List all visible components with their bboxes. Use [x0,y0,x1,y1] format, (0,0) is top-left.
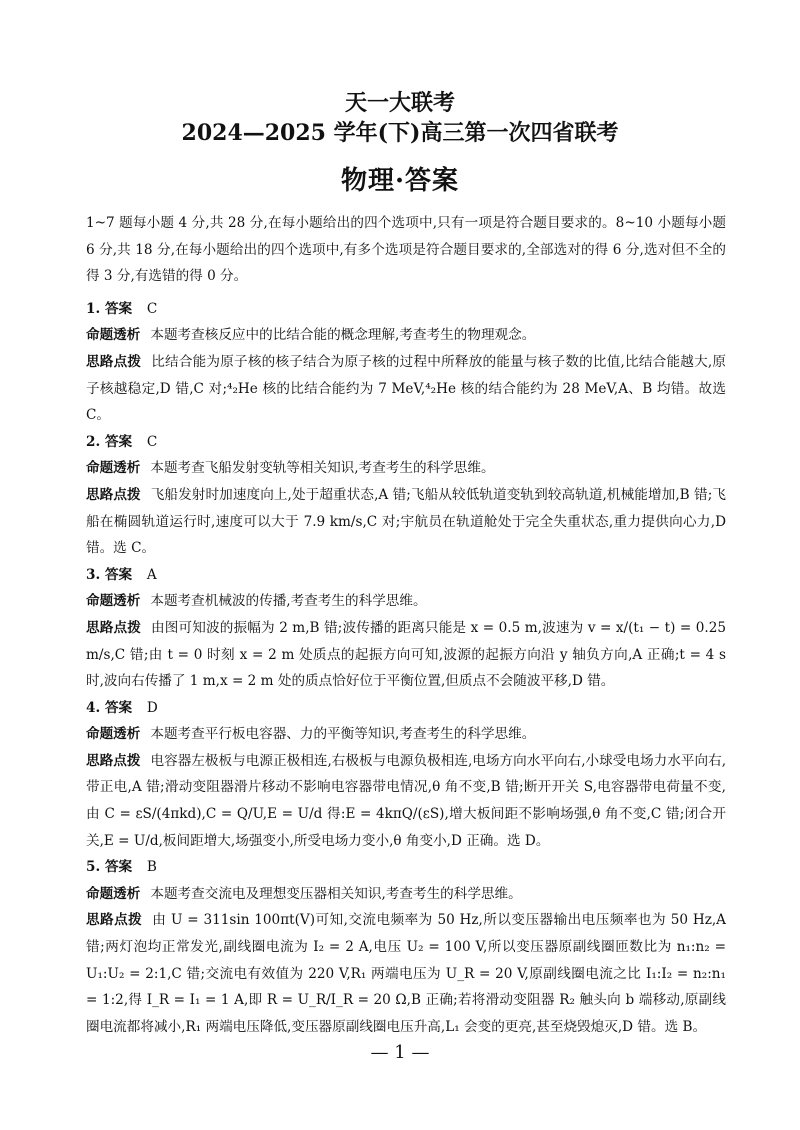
answer-label: 答案 [104,699,133,716]
question-number: 3. [86,566,101,583]
analysis-text: 本题考查核反应中的比结合能的概念理解,考查考生的物理观念。 [150,327,536,344]
answer-value: C [146,300,158,317]
answer-content [86,210,726,1040]
hint-paragraph [86,482,726,562]
scoring-instructions: 1~7 题每小题 4 分,共 28 分,在每小题给出的四个选项中,只有一项是符合题目要求的。8~10 小题每小题 6 分,共 18 分,在每小题给出的四个选项中,有多个选项是符合题目要求的,全部选对的得 6 分,选对但不全的得 3 分,有选错的得 0 分。 [86,215,726,285]
hint-text: 由 U = 311sin 100πt(V)可知,交流电频率为 50 Hz,所以变压器输出电压频率也为 50 Hz,A 错;两灯泡均正常发光,副线圈电流为 I₂ = 2 A,电压 U₂ = 100 V,所以变压器原副线圈匝数比为 n₁:n₂ = U₁:U₂ = 2:1,C 错;交流电有效值为 220 V,R₁ 两端电压为 U_R = 20 V,原副线圈电流之比 I₁:I₂ = n₂:n₁ = 1:2,得 I_R = I₁ = 1 A,即 R = U_R/I_R = 20 Ω,B 正确;若将滑动变阻器 R₂ 触头向 b 端移动,原副线圈电流都将减小,R₁ 两端电压降低,变压器原副线圈电压升高,L₁ 会变的更亮,甚至烧毁熄灭,D 错。选 B。 [86,912,727,1035]
analysis-label: 命题透析 [86,726,141,743]
hint-text: 电容器左极板与电源正极相连,右极板与电源负极相连,电场方向水平向右,小球受电场力水平向右,带正电,A 错;滑动变阻器滑片移动不影响电容器带电情况,θ 角不变,B 错;断开开关 S,电容器带电荷量不变,由 C = εS/(4πkd),C = Q/U,E = U/d 得:E = 4kπQ/(εS),增大板间距不影响场强,θ 角不变,C 错;闭合开关,E = U/d,板间距增大,场强变小,所受电场力变小,θ 角变小,D 正确。选 D。 [86,752,727,849]
analysis-label: 命题透析 [86,885,141,902]
question-4 [86,695,726,855]
analysis-text: 本题考查平行板电容器、力的平衡等知识,考查考生的科学思维。 [150,726,536,743]
hint-label: 思路点拨 [86,353,142,370]
question-header [86,562,726,589]
hint-paragraph [86,349,726,429]
hint-paragraph [86,907,726,1040]
subject-title: 物理·答案 [340,166,460,196]
analysis-text: 本题考查飞船发射变轨等相关知识,考查考生的科学思维。 [150,460,495,477]
answer-label: 答案 [104,566,133,583]
analysis-text: 本题考查交流电及理想变压器相关知识,考查考生的科学思维。 [150,885,522,902]
answer-label: 答案 [104,859,133,876]
analysis-text: 本题考查机械波的传播,考查考生的科学思维。 [150,593,427,610]
question-number: 2. [86,433,101,450]
question-number: 1. [86,300,101,317]
question-number: 4. [86,699,101,716]
question-number: 5. [86,859,101,876]
question-header [86,429,726,456]
answer-value: C [146,433,158,450]
analysis-line [86,455,726,482]
analysis-line [86,322,726,349]
hint-text: 由图可知波的振幅为 2 m,B 错;波传播的距离只能是 x = 0.5 m,波速为 v = x/(t₁ − t) = 0.25 m/s,C 错;由 t = 0 时刻 x = 2 m 处质点的起振方向可知,波源的起振方向沿 y 轴负方向,A 正确;t = 4 s 时,波向右传播了 1 m,x = 2 m 处的质点恰好位于平衡位置,但质点不会随波平移,D 错。 [86,619,727,690]
answer-label: 答案 [104,433,133,450]
exam-org-title: 天一大联考 [344,90,455,116]
hint-label: 思路点拨 [86,619,141,636]
answer-value: D [146,699,158,716]
hint-paragraph [86,748,726,854]
analysis-label: 命题透析 [86,327,141,344]
hint-label: 思路点拨 [86,486,141,503]
analysis-line [86,881,726,908]
question-1 [86,296,726,429]
question-3 [86,562,726,695]
analysis-line [86,588,726,615]
answer-value: A [146,566,157,583]
hint-text: 飞船发射时加速度向上,处于超重状态,A 错;飞船从较低轨道变轨到较高轨道,机械能增加,B 错;飞船在椭圆轨道运行时,速度可以大于 7.9 km/s,C 对;宇航员在轨道舱处于完全失重状态,重力提供向心力,D 错。选 C。 [86,486,727,557]
question-header [86,296,726,323]
answer-value: B [146,859,157,876]
analysis-label: 命题透析 [86,593,141,610]
question-2 [86,429,726,562]
analysis-line [86,721,726,748]
answer-label: 答案 [104,300,133,317]
question-5 [86,854,726,1040]
question-header [86,854,726,881]
page-number: — 1 — [370,1042,430,1063]
hint-text: 比结合能为原子核的核子结合为原子核的过程中所释放的能量与核子数的比值,比结合能越大,原子核越稳定,D 错,C 对;⁴₂He 核的比结合能约为 7 MeV,⁴₂He 核的结合能约为 28 MeV,A、B 均错。故选 C。 [86,353,727,424]
analysis-label: 命题透析 [86,460,141,477]
exam-name-title: 2024—2025 学年(下)高三第一次四省联考 [181,120,619,146]
hint-label: 思路点拨 [86,752,141,769]
hint-label: 思路点拨 [86,912,143,929]
question-header [86,695,726,722]
hint-paragraph [86,615,726,695]
